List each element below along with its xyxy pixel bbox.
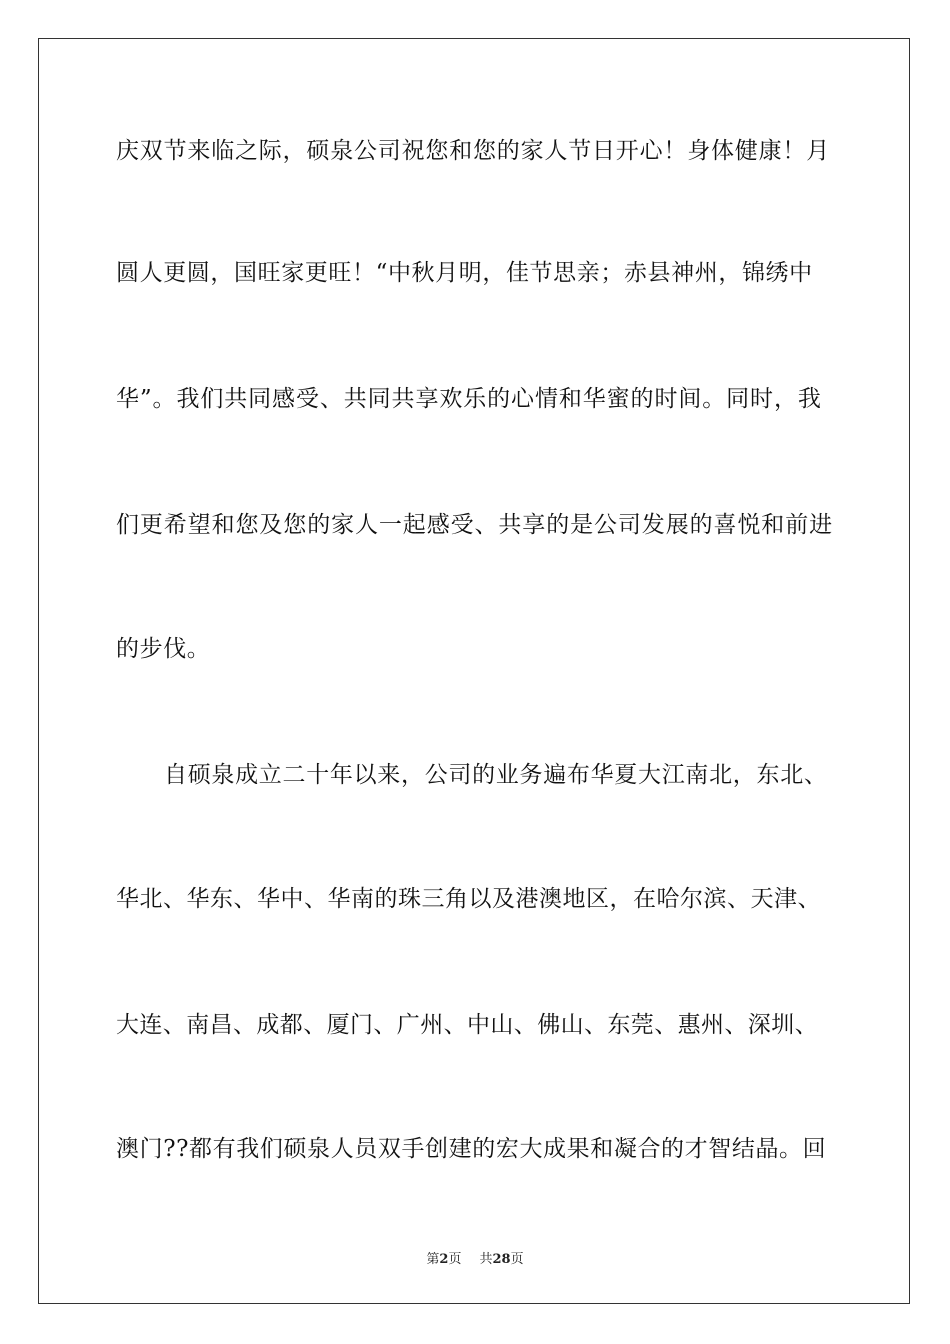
- body-line-4: 们更希望和您及您的家人一起感受、共享的是公司发展的喜悦和前进: [116, 512, 833, 538]
- total-prefix: 共: [479, 1252, 493, 1267]
- total-suffix: 页: [510, 1252, 524, 1267]
- body-line-9: 澳门??都有我们硕泉人员双手创建的宏大成果和凝合的才智结晶。回: [116, 1136, 827, 1162]
- body-line-8: 大连、南昌、成都、厦门、广州、中山、佛山、东莞、惠州、深圳、: [116, 1012, 818, 1038]
- page-footer: [0, 1248, 950, 1267]
- body-line-5: 的步伐。: [116, 636, 211, 662]
- body-line-6-paragraph-start: 自硕泉成立二十年以来，公司的业务遍布华夏大江南北，东北、: [164, 762, 828, 788]
- page-prefix: 第: [426, 1252, 440, 1267]
- body-line-2: 圆人更圆，国旺家更旺！“中秋月明，佳节思亲；赤县神州，锦绣中: [116, 260, 813, 286]
- body-line-7: 华北、华东、华中、华南的珠三角以及港澳地区，在哈尔滨、天津、: [116, 886, 821, 912]
- total-pages: 28: [492, 1252, 511, 1267]
- page-suffix: 页: [448, 1252, 462, 1267]
- body-line-3: 华”。我们共同感受、共同共享欢乐的心情和华蜜的时间。同时，我: [116, 386, 822, 412]
- page-border: [38, 38, 910, 1304]
- body-line-1: 庆双节来临之际，硕泉公司祝您和您的家人节日开心！身体健康！月: [116, 138, 830, 164]
- page-number: 2: [439, 1252, 449, 1267]
